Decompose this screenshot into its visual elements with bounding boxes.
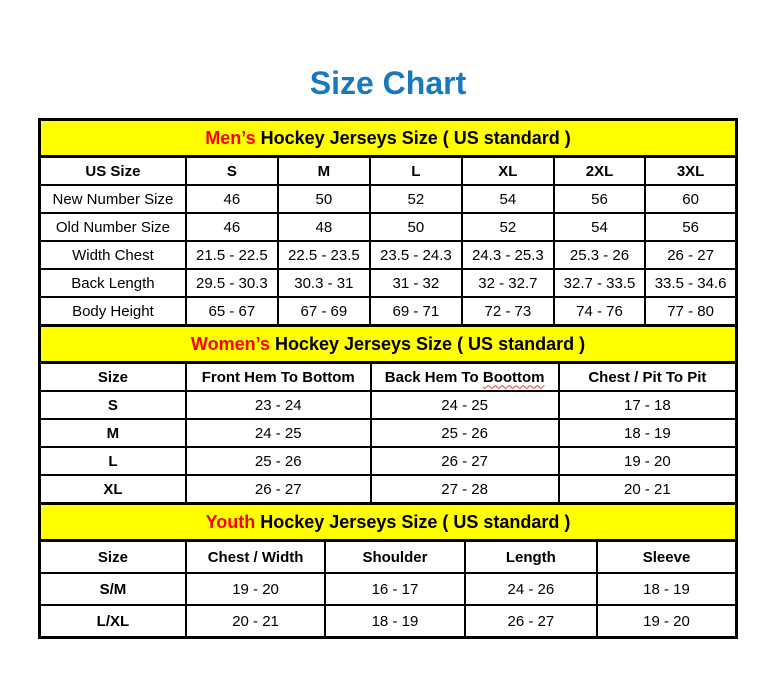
size-value: 30.3 - 31 — [278, 269, 370, 297]
size-value: 20 - 21 — [559, 475, 737, 504]
section-banner — [40, 326, 737, 363]
size-value: 24 - 25 — [186, 419, 371, 447]
size-value: 54 — [554, 213, 645, 241]
size-value: 19 - 20 — [559, 447, 737, 475]
size-value: 69 - 71 — [370, 297, 462, 326]
section-banner-text: Hockey Jerseys Size ( US standard ) — [255, 127, 571, 148]
row-label: Width Chest — [40, 241, 186, 269]
header-row — [40, 157, 737, 186]
table-row — [40, 419, 737, 447]
size-value: 26 - 27 — [465, 605, 597, 638]
row-label: New Number Size — [40, 185, 186, 213]
table-row — [40, 241, 737, 269]
size-value: 25 - 26 — [186, 447, 371, 475]
table-row — [40, 269, 737, 297]
size-value: 23 - 24 — [186, 391, 371, 419]
size-value: 48 — [278, 213, 370, 241]
size-value: 26 - 27 — [186, 475, 371, 504]
size-value: 21.5 - 22.5 — [186, 241, 278, 269]
section-banner-row — [40, 120, 737, 157]
column-header: Chest / Pit To Pit — [559, 363, 737, 392]
size-value: 16 - 17 — [325, 573, 464, 605]
size-value: 18 - 19 — [559, 419, 737, 447]
column-header: Size — [40, 541, 186, 574]
row-label: Back Length — [40, 269, 186, 297]
section-banner — [40, 504, 737, 541]
size-value: 56 — [645, 213, 736, 241]
womens-size-table — [38, 324, 738, 505]
size-chart-tables — [38, 118, 738, 639]
section-banner-text: Hockey Jerseys Size ( US standard ) — [269, 333, 586, 354]
section-banner-highlight: Youth — [205, 511, 256, 532]
column-header: Back Hem To Boottom — [371, 363, 559, 392]
row-label: L — [40, 447, 186, 475]
column-header: 2XL — [554, 157, 645, 186]
section-banner-row — [40, 504, 737, 541]
column-header: S — [186, 157, 278, 186]
size-value: 32 - 32.7 — [462, 269, 554, 297]
size-value: 22.5 - 23.5 — [278, 241, 370, 269]
column-header: L — [370, 157, 462, 186]
table-row — [40, 447, 737, 475]
size-value: 19 - 20 — [186, 573, 325, 605]
size-value: 24.3 - 25.3 — [462, 241, 554, 269]
section-banner — [40, 120, 737, 157]
size-value: 77 - 80 — [645, 297, 736, 326]
section-banner-highlight: Women’s — [190, 333, 270, 354]
size-value: 17 - 18 — [559, 391, 737, 419]
header-row — [40, 541, 737, 574]
column-header: Chest / Width — [186, 541, 325, 574]
misspelled-word: Boottom — [482, 368, 545, 386]
column-header: M — [278, 157, 370, 186]
table-row — [40, 475, 737, 504]
column-header: Length — [465, 541, 597, 574]
size-value: 24 - 25 — [371, 391, 559, 419]
size-value: 50 — [370, 213, 462, 241]
size-value: 52 — [370, 185, 462, 213]
size-value: 56 — [554, 185, 645, 213]
size-value: 18 - 19 — [325, 605, 464, 638]
column-header: Front Hem To Bottom — [186, 363, 371, 392]
size-value: 50 — [278, 185, 370, 213]
row-label: XL — [40, 475, 186, 504]
size-value: 74 - 76 — [554, 297, 645, 326]
table-row — [40, 605, 737, 638]
size-value: 29.5 - 30.3 — [186, 269, 278, 297]
size-value: 27 - 28 — [371, 475, 559, 504]
youth-size-table — [38, 502, 738, 639]
row-label: L/XL — [40, 605, 186, 638]
section-banner-text: Hockey Jerseys Size ( US standard ) — [255, 511, 571, 532]
section-banner-highlight: Men’s — [205, 127, 256, 148]
size-value: 25.3 - 26 — [554, 241, 645, 269]
size-value: 19 - 20 — [597, 605, 736, 638]
size-value: 23.5 - 24.3 — [370, 241, 462, 269]
size-value: 26 - 27 — [645, 241, 736, 269]
size-value: 67 - 69 — [278, 297, 370, 326]
size-value: 46 — [186, 213, 278, 241]
size-value: 46 — [186, 185, 278, 213]
header-row — [40, 363, 737, 392]
row-label: Old Number Size — [40, 213, 186, 241]
row-label: S/M — [40, 573, 186, 605]
column-header: 3XL — [645, 157, 736, 186]
size-value: 31 - 32 — [370, 269, 462, 297]
column-header: XL — [462, 157, 554, 186]
size-value: 33.5 - 34.6 — [645, 269, 736, 297]
column-header: US Size — [40, 157, 186, 186]
section-banner-row — [40, 326, 737, 363]
page-title: Size Chart — [309, 65, 467, 101]
size-value: 18 - 19 — [597, 573, 736, 605]
size-value: 20 - 21 — [186, 605, 325, 638]
mens-size-table — [38, 118, 738, 327]
row-label: M — [40, 419, 186, 447]
size-value: 60 — [645, 185, 736, 213]
size-value: 54 — [462, 185, 554, 213]
column-header: Sleeve — [597, 541, 736, 574]
table-row — [40, 391, 737, 419]
size-value: 25 - 26 — [371, 419, 559, 447]
size-value: 32.7 - 33.5 — [554, 269, 645, 297]
column-header: Shoulder — [325, 541, 464, 574]
table-row — [40, 213, 737, 241]
size-value: 65 - 67 — [186, 297, 278, 326]
table-row — [40, 185, 737, 213]
size-value: 72 - 73 — [462, 297, 554, 326]
row-label: Body Height — [40, 297, 186, 326]
size-value: 26 - 27 — [371, 447, 559, 475]
row-label: S — [40, 391, 186, 419]
table-row — [40, 297, 737, 326]
table-row — [40, 573, 737, 605]
column-header: Size — [40, 363, 186, 392]
size-value: 24 - 26 — [465, 573, 597, 605]
size-value: 52 — [462, 213, 554, 241]
